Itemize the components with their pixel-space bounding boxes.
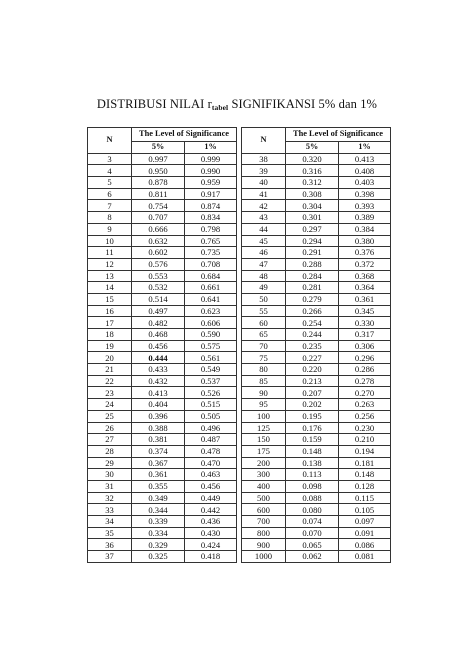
left-r1-cell: 0.959: [185, 177, 237, 189]
right-r5-cell: 0.279: [286, 293, 339, 305]
left-r1-cell: 0.505: [185, 410, 237, 422]
right-r1-cell: 0.194: [339, 445, 391, 457]
right-r5-cell: 0.291: [286, 247, 339, 259]
table-row: [88, 247, 391, 259]
right-r1-cell: 0.210: [339, 434, 391, 446]
right-r5-cell: 0.207: [286, 387, 339, 399]
right-r5-cell: 0.113: [286, 469, 339, 481]
right-r5-cell: 0.088: [286, 492, 339, 504]
right-r1-cell: 0.256: [339, 410, 391, 422]
left-r5-cell: 0.602: [132, 247, 185, 259]
table-row: [88, 352, 391, 364]
left-n-cell: 7: [88, 200, 132, 212]
right-n-cell: 800: [242, 527, 286, 539]
right-n-cell: 39: [242, 165, 286, 177]
right-r5-cell: 0.098: [286, 480, 339, 492]
table-row: [88, 399, 391, 411]
left-n-cell: 29: [88, 457, 132, 469]
left-r1-cell: 0.470: [185, 457, 237, 469]
right-r1-cell: 0.306: [339, 340, 391, 352]
header-5pct-left: 5%: [132, 142, 185, 154]
right-r5-cell: 0.176: [286, 422, 339, 434]
left-r1-cell: 0.478: [185, 445, 237, 457]
left-r1-cell: 0.449: [185, 492, 237, 504]
right-r5-cell: 0.320: [286, 153, 339, 165]
left-r1-cell: 0.487: [185, 434, 237, 446]
left-r5-cell: 0.997: [132, 153, 185, 165]
left-r1-cell: 0.641: [185, 293, 237, 305]
left-n-cell: 27: [88, 434, 132, 446]
right-r1-cell: 0.376: [339, 247, 391, 259]
right-r5-cell: 0.062: [286, 551, 339, 563]
header-5pct-right: 5%: [286, 142, 339, 154]
right-r1-cell: 0.263: [339, 399, 391, 411]
table-row: [88, 445, 391, 457]
left-r1-cell: 0.575: [185, 340, 237, 352]
right-r5-cell: 0.138: [286, 457, 339, 469]
right-n-cell: 44: [242, 223, 286, 235]
left-r1-cell: 0.424: [185, 539, 237, 551]
right-r1-cell: 0.081: [339, 551, 391, 563]
table-row: [88, 387, 391, 399]
left-r5-cell: 0.339: [132, 516, 185, 528]
right-r1-cell: 0.389: [339, 212, 391, 224]
left-n-cell: 3: [88, 153, 132, 165]
right-r1-cell: 0.380: [339, 235, 391, 247]
right-r1-cell: 0.361: [339, 293, 391, 305]
table-row: [88, 340, 391, 352]
right-n-cell: 38: [242, 153, 286, 165]
left-r1-cell: 0.496: [185, 422, 237, 434]
left-n-cell: 31: [88, 480, 132, 492]
header-row: [88, 128, 391, 142]
right-r5-cell: 0.312: [286, 177, 339, 189]
right-n-cell: 900: [242, 539, 286, 551]
left-r5-cell: 0.707: [132, 212, 185, 224]
left-r1-cell: 0.798: [185, 223, 237, 235]
left-r5-cell: 0.388: [132, 422, 185, 434]
left-n-cell: 28: [88, 445, 132, 457]
left-r1-cell: 0.765: [185, 235, 237, 247]
left-r5-cell: 0.355: [132, 480, 185, 492]
left-r1-cell: 0.430: [185, 527, 237, 539]
left-n-cell: 9: [88, 223, 132, 235]
left-r5-cell: 0.432: [132, 375, 185, 387]
left-r5-cell: 0.468: [132, 329, 185, 341]
right-r1-cell: 0.296: [339, 352, 391, 364]
left-n-cell: 18: [88, 329, 132, 341]
table-row: [88, 188, 391, 200]
table-row: [88, 504, 391, 516]
left-n-cell: 26: [88, 422, 132, 434]
left-r1-cell: 0.735: [185, 247, 237, 259]
right-r1-cell: 0.181: [339, 457, 391, 469]
right-r5-cell: 0.213: [286, 375, 339, 387]
right-n-cell: 125: [242, 422, 286, 434]
right-r5-cell: 0.070: [286, 527, 339, 539]
right-n-cell: 85: [242, 375, 286, 387]
table-row: [88, 480, 391, 492]
left-r5-cell: 0.396: [132, 410, 185, 422]
left-r5-cell: 0.754: [132, 200, 185, 212]
left-r1-cell: 0.684: [185, 270, 237, 282]
table-row: [88, 270, 391, 282]
right-r5-cell: 0.284: [286, 270, 339, 282]
table-row: [88, 212, 391, 224]
left-r1-cell: 0.436: [185, 516, 237, 528]
table-row: [88, 317, 391, 329]
right-n-cell: 1000: [242, 551, 286, 563]
right-r1-cell: 0.398: [339, 188, 391, 200]
left-r5-cell: 0.811: [132, 188, 185, 200]
right-r5-cell: 0.220: [286, 364, 339, 376]
left-r5-cell: 0.514: [132, 293, 185, 305]
left-r5-cell: 0.404: [132, 399, 185, 411]
right-r1-cell: 0.115: [339, 492, 391, 504]
left-r1-cell: 0.561: [185, 352, 237, 364]
left-r5-cell: 0.367: [132, 457, 185, 469]
left-n-cell: 34: [88, 516, 132, 528]
table-row: [88, 153, 391, 165]
left-r5-cell: 0.329: [132, 539, 185, 551]
left-r5-cell: 0.325: [132, 551, 185, 563]
left-r5-cell: 0.532: [132, 282, 185, 294]
right-n-cell: 49: [242, 282, 286, 294]
left-n-cell: 19: [88, 340, 132, 352]
left-r5-cell: 0.950: [132, 165, 185, 177]
left-r5-cell: 0.344: [132, 504, 185, 516]
right-r1-cell: 0.372: [339, 258, 391, 270]
left-n-cell: 21: [88, 364, 132, 376]
right-r5-cell: 0.202: [286, 399, 339, 411]
left-r1-cell: 0.526: [185, 387, 237, 399]
right-n-cell: 600: [242, 504, 286, 516]
table-row: [88, 516, 391, 528]
left-r1-cell: 0.606: [185, 317, 237, 329]
left-r5-cell: 0.878: [132, 177, 185, 189]
left-n-cell: 33: [88, 504, 132, 516]
left-r5-cell: 0.497: [132, 305, 185, 317]
right-r5-cell: 0.304: [286, 200, 339, 212]
table-row: [88, 539, 391, 551]
table-row: [88, 165, 391, 177]
right-r5-cell: 0.074: [286, 516, 339, 528]
right-n-cell: 100: [242, 410, 286, 422]
right-n-cell: 400: [242, 480, 286, 492]
left-r1-cell: 0.549: [185, 364, 237, 376]
left-r1-cell: 0.418: [185, 551, 237, 563]
left-r1-cell: 0.834: [185, 212, 237, 224]
right-n-cell: 65: [242, 329, 286, 341]
right-n-cell: 42: [242, 200, 286, 212]
left-n-cell: 30: [88, 469, 132, 481]
left-n-cell: 22: [88, 375, 132, 387]
left-r5-cell: 0.482: [132, 317, 185, 329]
left-r5-cell: 0.456: [132, 340, 185, 352]
right-r1-cell: 0.105: [339, 504, 391, 516]
table-row: [88, 305, 391, 317]
left-r5-cell: 0.444: [132, 352, 185, 364]
right-r1-cell: 0.393: [339, 200, 391, 212]
right-r5-cell: 0.065: [286, 539, 339, 551]
right-r1-cell: 0.384: [339, 223, 391, 235]
left-r1-cell: 0.515: [185, 399, 237, 411]
right-r5-cell: 0.159: [286, 434, 339, 446]
table-row: [88, 492, 391, 504]
right-n-cell: 150: [242, 434, 286, 446]
right-n-cell: 70: [242, 340, 286, 352]
table-row: [88, 177, 391, 189]
right-n-cell: 47: [242, 258, 286, 270]
left-r1-cell: 0.590: [185, 329, 237, 341]
right-n-cell: 95: [242, 399, 286, 411]
right-r5-cell: 0.281: [286, 282, 339, 294]
table-row: [88, 422, 391, 434]
left-r1-cell: 0.999: [185, 153, 237, 165]
left-n-cell: 23: [88, 387, 132, 399]
right-r5-cell: 0.301: [286, 212, 339, 224]
right-n-cell: 40: [242, 177, 286, 189]
right-r5-cell: 0.297: [286, 223, 339, 235]
right-n-cell: 60: [242, 317, 286, 329]
table-row: [88, 364, 391, 376]
table-row: [88, 223, 391, 235]
table-row: [88, 469, 391, 481]
left-n-cell: 16: [88, 305, 132, 317]
left-n-cell: 15: [88, 293, 132, 305]
right-n-cell: 200: [242, 457, 286, 469]
left-n-cell: 24: [88, 399, 132, 411]
right-r1-cell: 0.413: [339, 153, 391, 165]
left-n-cell: 14: [88, 282, 132, 294]
left-r1-cell: 0.708: [185, 258, 237, 270]
header-n-left: N: [88, 128, 132, 154]
left-r5-cell: 0.632: [132, 235, 185, 247]
table-row: [88, 527, 391, 539]
table-row: [88, 457, 391, 469]
right-r1-cell: 0.368: [339, 270, 391, 282]
right-n-cell: 175: [242, 445, 286, 457]
header-n-right: N: [242, 128, 286, 154]
left-n-cell: 5: [88, 177, 132, 189]
right-n-cell: 75: [242, 352, 286, 364]
left-r5-cell: 0.666: [132, 223, 185, 235]
left-r1-cell: 0.990: [185, 165, 237, 177]
header-1pct-right: 1%: [339, 142, 391, 154]
table-body: [88, 153, 391, 562]
table-row: [88, 434, 391, 446]
table-row: [88, 235, 391, 247]
right-n-cell: 41: [242, 188, 286, 200]
right-r1-cell: 0.230: [339, 422, 391, 434]
right-n-cell: 46: [242, 247, 286, 259]
left-r5-cell: 0.576: [132, 258, 185, 270]
right-r5-cell: 0.294: [286, 235, 339, 247]
right-r1-cell: 0.403: [339, 177, 391, 189]
left-r1-cell: 0.537: [185, 375, 237, 387]
left-n-cell: 35: [88, 527, 132, 539]
right-r5-cell: 0.080: [286, 504, 339, 516]
table-row: [88, 282, 391, 294]
right-r1-cell: 0.408: [339, 165, 391, 177]
left-n-cell: 25: [88, 410, 132, 422]
left-r5-cell: 0.553: [132, 270, 185, 282]
left-r5-cell: 0.381: [132, 434, 185, 446]
right-r5-cell: 0.254: [286, 317, 339, 329]
title-text: DISTRIBUSI NILAI r: [96, 97, 212, 111]
left-r1-cell: 0.661: [185, 282, 237, 294]
r-table: [87, 127, 391, 563]
right-n-cell: 50: [242, 293, 286, 305]
left-r1-cell: 0.442: [185, 504, 237, 516]
left-n-cell: 37: [88, 551, 132, 563]
left-r1-cell: 0.456: [185, 480, 237, 492]
right-n-cell: 55: [242, 305, 286, 317]
left-n-cell: 32: [88, 492, 132, 504]
header-1pct-left: 1%: [185, 142, 237, 154]
right-r1-cell: 0.286: [339, 364, 391, 376]
table-row: [88, 551, 391, 563]
right-r5-cell: 0.308: [286, 188, 339, 200]
right-r1-cell: 0.364: [339, 282, 391, 294]
left-n-cell: 11: [88, 247, 132, 259]
table-row: [88, 200, 391, 212]
left-r5-cell: 0.413: [132, 387, 185, 399]
right-r5-cell: 0.235: [286, 340, 339, 352]
right-r5-cell: 0.227: [286, 352, 339, 364]
title-text-rest: SIGNIFIKANSI 5% dan 1%: [228, 97, 378, 111]
left-r5-cell: 0.361: [132, 469, 185, 481]
left-r5-cell: 0.374: [132, 445, 185, 457]
left-n-cell: 10: [88, 235, 132, 247]
left-n-cell: 20: [88, 352, 132, 364]
table-row: [88, 258, 391, 270]
right-n-cell: 80: [242, 364, 286, 376]
right-r1-cell: 0.278: [339, 375, 391, 387]
table-row: [88, 375, 391, 387]
title-subscript: tabel: [211, 103, 229, 112]
table-row: [88, 329, 391, 341]
left-n-cell: 13: [88, 270, 132, 282]
right-r5-cell: 0.266: [286, 305, 339, 317]
left-r1-cell: 0.874: [185, 200, 237, 212]
left-n-cell: 8: [88, 212, 132, 224]
table-row: [88, 293, 391, 305]
right-r5-cell: 0.244: [286, 329, 339, 341]
left-n-cell: 36: [88, 539, 132, 551]
right-n-cell: 43: [242, 212, 286, 224]
right-r1-cell: 0.330: [339, 317, 391, 329]
left-n-cell: 6: [88, 188, 132, 200]
left-r5-cell: 0.334: [132, 527, 185, 539]
right-n-cell: 300: [242, 469, 286, 481]
right-n-cell: 45: [242, 235, 286, 247]
header-level-left: The Level of Significance: [132, 128, 237, 142]
right-r1-cell: 0.091: [339, 527, 391, 539]
right-n-cell: 90: [242, 387, 286, 399]
left-r1-cell: 0.623: [185, 305, 237, 317]
right-r1-cell: 0.148: [339, 469, 391, 481]
left-n-cell: 17: [88, 317, 132, 329]
right-r1-cell: 0.270: [339, 387, 391, 399]
left-n-cell: 12: [88, 258, 132, 270]
right-r5-cell: 0.316: [286, 165, 339, 177]
header-level-right: The Level of Significance: [286, 128, 391, 142]
right-r1-cell: 0.317: [339, 329, 391, 341]
right-n-cell: 700: [242, 516, 286, 528]
right-r1-cell: 0.128: [339, 480, 391, 492]
right-r5-cell: 0.288: [286, 258, 339, 270]
right-r1-cell: 0.345: [339, 305, 391, 317]
right-r1-cell: 0.086: [339, 539, 391, 551]
right-r1-cell: 0.097: [339, 516, 391, 528]
document-title: [0, 97, 474, 112]
left-r1-cell: 0.463: [185, 469, 237, 481]
table-row: [88, 410, 391, 422]
left-n-cell: 4: [88, 165, 132, 177]
right-r5-cell: 0.195: [286, 410, 339, 422]
left-r5-cell: 0.349: [132, 492, 185, 504]
right-n-cell: 500: [242, 492, 286, 504]
left-r1-cell: 0.917: [185, 188, 237, 200]
right-n-cell: 48: [242, 270, 286, 282]
left-r5-cell: 0.433: [132, 364, 185, 376]
right-r5-cell: 0.148: [286, 445, 339, 457]
